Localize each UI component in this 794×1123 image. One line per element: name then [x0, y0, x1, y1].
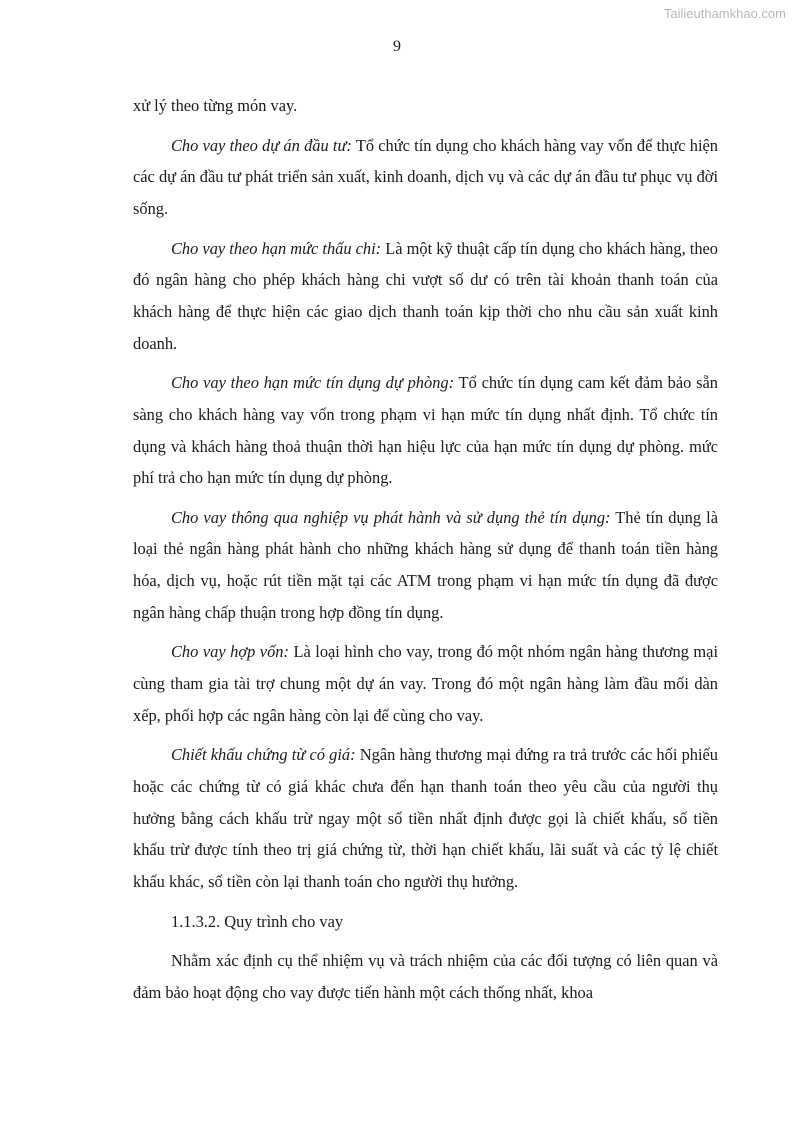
term-label: Cho vay theo dự án đầu tư:: [171, 135, 352, 155]
paragraph-syndicated-loan: [133, 636, 718, 731]
section-heading: [133, 906, 718, 938]
paragraph-text: xử lý theo từng món vay.: [133, 96, 298, 115]
paragraph-text: Nhằm xác định cụ thể nhiệm vụ và trách nhiệm của các đối tượng có liên quan và đảm bảo hoạt động cho vay được tiến hành một cách thống nhất, khoa: [133, 951, 718, 1002]
term-label: Cho vay theo hạn mức tín dụng dự phòng:: [171, 373, 455, 393]
watermark: Tailieuthamkhao.com: [663, 6, 786, 21]
paragraph-loan-process: [133, 945, 718, 1008]
term-label: Cho vay theo hạn mức thấu chi:: [171, 238, 382, 258]
paragraph-text: Là loại hình cho vay, trong đó một nhóm ngân hàng thương mại cùng tham gia tài trợ chung một dự án vay. Trong đó một ngân hàng làm đầu mối dàn xếp, phối hợp các ngân hàng còn lại để cùng cho vay.: [133, 642, 718, 725]
term-label: Cho vay thông qua nghiệp vụ phát hành và sử dụng thẻ tín dụng:: [171, 507, 611, 527]
paragraph-text: Ngân hàng thương mại đứng ra trả trước các hối phiếu hoặc các chứng từ có giá khác chưa đến hạn thanh toán theo yêu cầu của người thụ hưởng bằng cách khấu trừ ngay một số tiền nhất định được gọi là chiết khấu, số tiền khấu trừ được tính theo trị giá chứng từ, thời hạn chiết khấu, lãi suất và các tỷ lệ chiết khấu khác, số tiền còn lại thanh toán cho người thụ hưởng.: [133, 745, 718, 891]
paragraph-continuation: [133, 90, 718, 122]
paragraph-text: Tổ chức tín dụng cho khách hàng vay vốn để thực hiện các dự án đầu tư phát triển sản xuất, kinh doanh, dịch vụ và các dự án đầu tư phục vụ đời sống.: [133, 135, 718, 218]
paragraph-standby-credit: [133, 367, 718, 493]
paragraph-text: Là một kỹ thuật cấp tín dụng cho khách hàng, theo đó ngân hàng cho phép khách hàng chi vượt số dư có trên tài khoản thanh toán của khách hàng để thực hiện các giao dịch thanh toán kịp thời cho nhu cầu sản xuất kinh doanh.: [133, 238, 718, 353]
paragraph-text: Thẻ tín dụng là loại thẻ ngân hàng phát hành cho những khách hàng sử dụng để thanh toán tiền hàng hóa, dịch vụ, hoặc rút tiền mặt tại các ATM trong phạm vi hạn mức tín dụng đã được ngân hàng chấp thuận trong hợp đồng tín dụng.: [133, 507, 718, 622]
term-label: Chiết khấu chứng từ có giá:: [171, 745, 356, 765]
heading-text: 1.1.3.2. Quy trình cho vay: [171, 911, 344, 931]
paragraph-project-loan: [133, 130, 718, 225]
page-number: 9: [393, 38, 401, 55]
paragraph-overdraft: [133, 233, 718, 359]
document-body: [133, 90, 718, 1017]
paragraph-text: Tổ chức tín dụng cam kết đảm bảo sẵn sàng cho khách hàng vay vốn trong phạm vi hạn mức tín dụng nhất định. Tổ chức tín dụng và khách hàng thoả thuận thời hạn hiệu lực của hạn mức tín dụng dự phòng. mức phí trả cho hạn mức tín dụng dự phòng.: [133, 373, 718, 488]
paragraph-credit-card: [133, 502, 718, 628]
paragraph-discounting: [133, 739, 718, 897]
term-label: Cho vay hợp vốn:: [171, 642, 289, 662]
